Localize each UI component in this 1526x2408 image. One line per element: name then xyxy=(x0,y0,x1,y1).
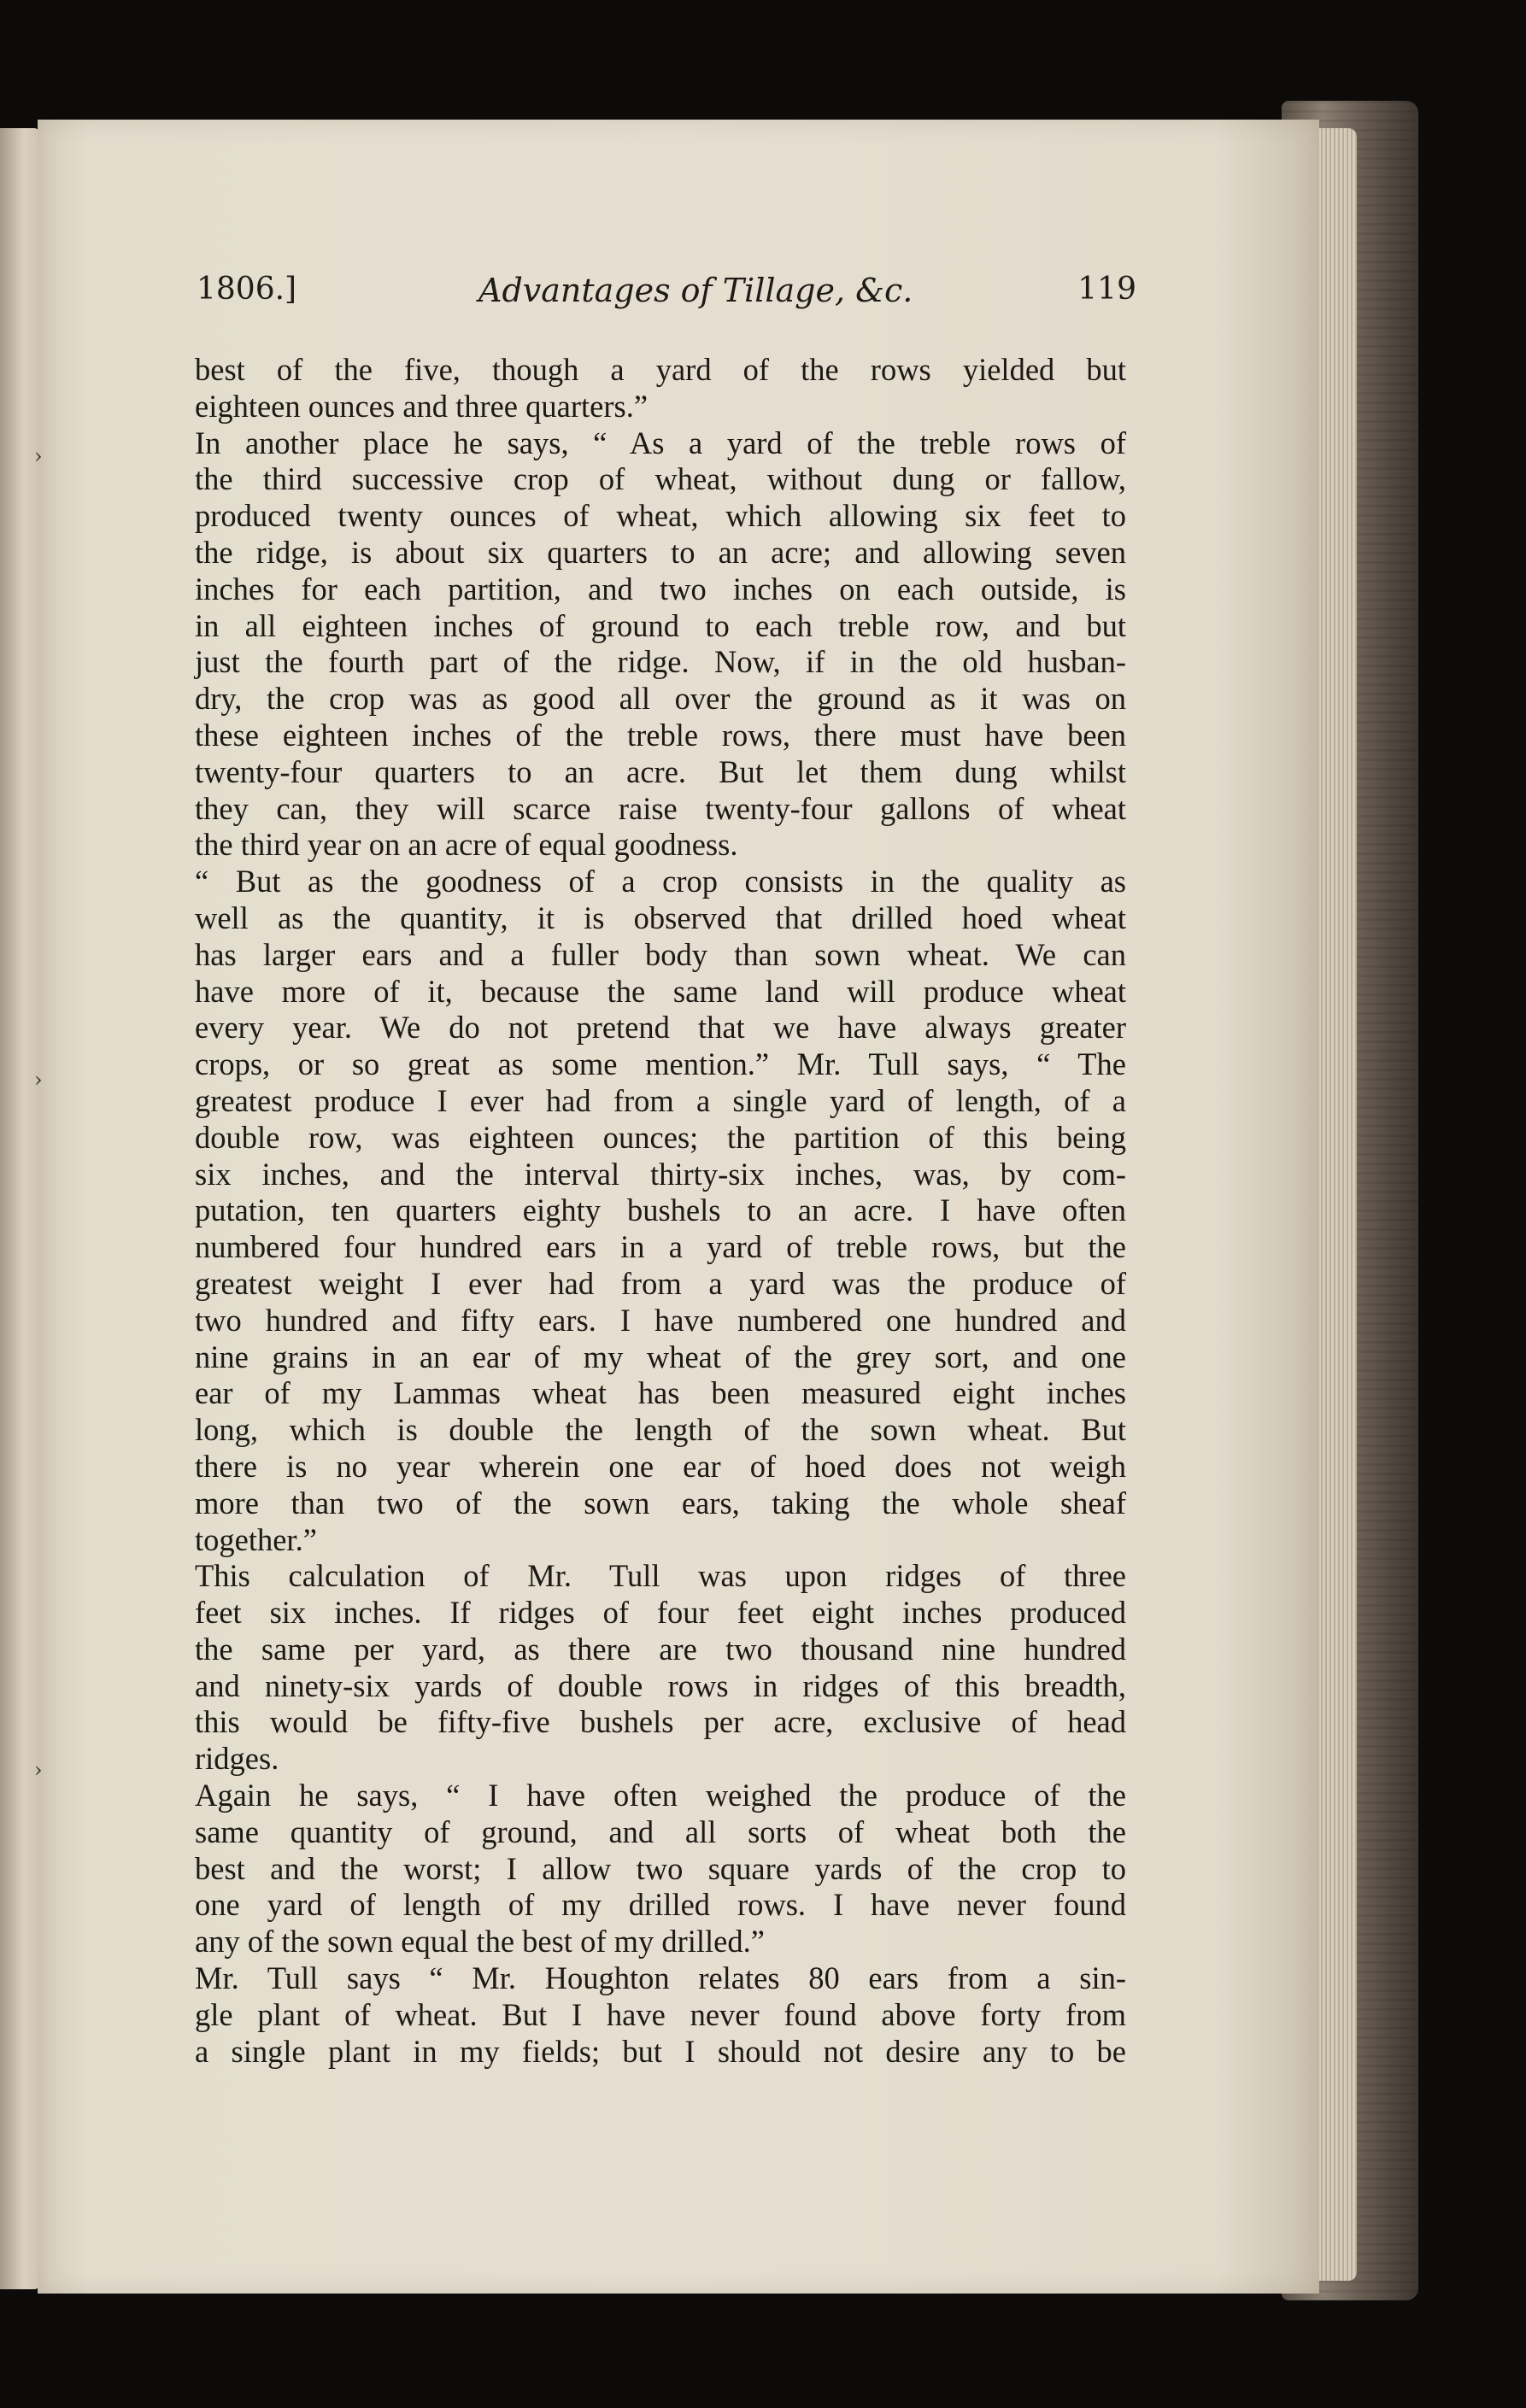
text-line: ridges. xyxy=(195,1741,279,1777)
text-line: has larger ears and a fuller body than sown wheat. We can xyxy=(195,936,1126,972)
text-line: there is no year wherein one ear of hoed does not weigh xyxy=(195,1448,1126,1484)
text-line: feet six inches. If ridges of four feet eight inches produced xyxy=(195,1595,1126,1631)
text-line: well as the quantity, it is observed that drilled hoed wheat xyxy=(195,899,1126,935)
text-line: and ninety-six yards of double rows in ridges of this breadth, xyxy=(195,1667,1126,1703)
text-line: the third year on an acre of equal goodness. xyxy=(195,827,738,863)
text-line: putation, ten quarters eighty bushels to an acre. I have often xyxy=(195,1192,1126,1228)
text-line: Mr. Tull says “ Mr. Houghton relates 80 ears from a sin- xyxy=(195,1960,1126,1996)
text-line: nine grains in an ear of my wheat of the grey sort, and one xyxy=(195,1339,1126,1374)
text-line: long, which is double the length of the sown wheat. But xyxy=(195,1412,1126,1448)
text-line: two hundred and fifty ears. I have numbered one hundred and xyxy=(195,1302,1126,1338)
text-line: inches for each partition, and two inches on each outside, is xyxy=(195,571,1126,606)
text-line: they can, they will scarce raise twenty-four gallons of wheat xyxy=(195,790,1126,826)
text-line: in all eighteen inches of ground to each treble row, and but xyxy=(195,607,1126,643)
text-line: numbered four hundred ears in a yard of treble rows, but the xyxy=(195,1229,1126,1265)
text-line: the same per yard, as there are two thousand nine hundred xyxy=(195,1631,1126,1667)
text-line: dry, the crop was as good all over the ground as it was on xyxy=(195,681,1126,717)
text-line: eighteen ounces and three quarters.” xyxy=(195,388,649,424)
text-line: this would be fifty-five bushels per acre, exclusive of head xyxy=(195,1704,1126,1740)
margin-mark: › xyxy=(34,1758,43,1782)
text-line: crops, or so great as some mention.” Mr. Tull says, “ The xyxy=(195,1046,1126,1082)
text-line: greatest weight I ever had from a yard was the produce of xyxy=(195,1265,1126,1301)
text-line: these eighteen inches of the treble rows, there must have been xyxy=(195,717,1126,753)
text-line: gle plant of wheat. But I have never found above forty from xyxy=(195,1996,1126,2032)
text-line: Again he says, “ I have often weighed the produce of the xyxy=(195,1778,1126,1813)
text-line: the third successive crop of wheat, without dung or fallow, xyxy=(195,461,1126,497)
margin-mark: › xyxy=(34,1068,43,1092)
header-year: 1806.] xyxy=(197,272,297,307)
text-line: six inches, and the interval thirty-six inches, was, by com- xyxy=(195,1156,1126,1192)
body-text xyxy=(195,352,1126,2070)
text-line: double row, was eighteen ounces; the partition of this being xyxy=(195,1119,1126,1155)
page-number: 119 xyxy=(1077,272,1136,307)
text-line: best of the five, though a yard of the rows yielded but xyxy=(195,352,1126,387)
margin-mark: › xyxy=(34,444,43,468)
text-line: “ But as the goodness of a crop consists in the quality as xyxy=(195,864,1126,899)
text-line: In another place he says, “ As a yard of the treble rows of xyxy=(195,425,1126,460)
running-header xyxy=(197,272,1136,323)
text-line: just the fourth part of the ridge. Now, if in the old husban- xyxy=(195,644,1126,680)
text-line: twenty-four quarters to an acre. But let them dung whilst xyxy=(195,753,1126,789)
header-title: Advantages of Tillage, &c. xyxy=(478,272,913,309)
text-line: produced twenty ounces of wheat, which allowing six feet to xyxy=(195,498,1126,534)
text-line: have more of it, because the same land will produce wheat xyxy=(195,973,1126,1009)
text-line: a single plant in my fields; but I should not desire any to be xyxy=(195,2033,1126,2069)
text-line: ear of my Lammas wheat has been measured eight inches xyxy=(195,1375,1126,1411)
text-line: This calculation of Mr. Tull was upon ridges of three xyxy=(195,1558,1126,1594)
text-line: any of the sown equal the best of my drilled.” xyxy=(195,1924,765,1960)
text-line: greatest produce I ever had from a single yard of length, of a xyxy=(195,1082,1126,1118)
text-line: more than two of the sown ears, taking the whole sheaf xyxy=(195,1485,1126,1520)
text-line: same quantity of ground, and all sorts of wheat both the xyxy=(195,1813,1126,1849)
text-line: together.” xyxy=(195,1521,317,1557)
text-line: every year. We do not pretend that we have always greater xyxy=(195,1010,1126,1046)
text-line: one yard of length of my drilled rows. I have never found xyxy=(195,1887,1126,1923)
text-line: best and the worst; I allow two square yards of the crop to xyxy=(195,1850,1126,1886)
text-line: the ridge, is about six quarters to an acre; and allowing seven xyxy=(195,534,1126,570)
